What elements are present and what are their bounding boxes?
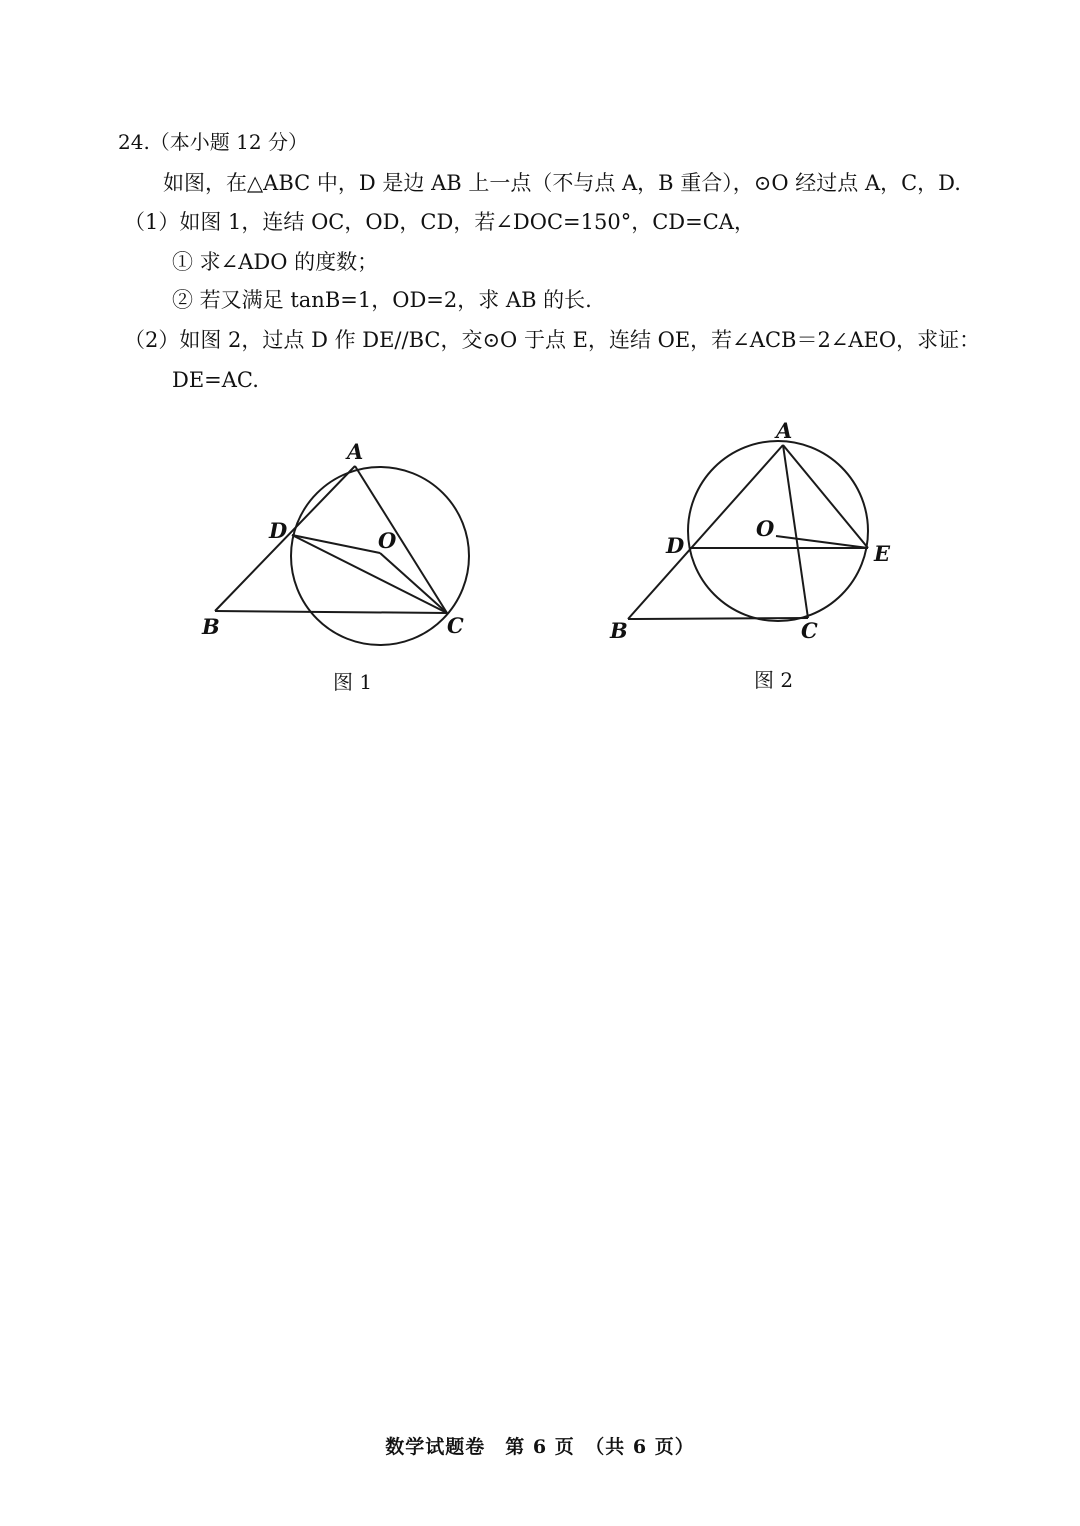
figure-1-caption: 图 1 (333, 670, 373, 694)
figure-1 (195, 435, 495, 655)
segment-do (292, 535, 380, 553)
label-b: B (610, 618, 628, 643)
circle-o (291, 467, 469, 645)
segment-oe (776, 536, 868, 548)
label-o: O (756, 516, 775, 541)
label-o: O (378, 528, 397, 553)
circle-o (688, 441, 868, 621)
label-c: C (801, 618, 818, 643)
problem-intro: 如图，在△ABC 中，D 是边 AB 上一点（不与点 A，B 重合），⊙O 经过点 A，C，D. (163, 171, 961, 195)
label-e: E (874, 541, 891, 566)
part2-stem: （2）如图 2，过点 D 作 DE//BC，交⊙O 于点 E，连结 OE，若∠ACB＝2∠AEO，求证： (124, 328, 981, 352)
segment-oc (380, 553, 447, 613)
label-d: D (666, 533, 685, 558)
label-c: C (447, 613, 464, 638)
part2-conclusion: DE=AC. (172, 368, 259, 392)
figure-2-caption: 图 2 (754, 668, 794, 692)
label-b: B (202, 614, 220, 639)
part1-question-1: ① 求∠ADO 的度数； (172, 250, 379, 274)
part1-question-2: ② 若又满足 tanB=1，OD=2，求 AB 的长. (172, 288, 592, 312)
segment-bc (215, 611, 447, 613)
segment-bc (628, 618, 808, 619)
figure-2 (600, 412, 900, 652)
problem-heading: 24.（本小题 12 分） (118, 130, 308, 154)
page-footer: 数学试题卷 第 6 页 （共 6 页） (385, 1436, 695, 1458)
label-d: D (269, 518, 288, 543)
part1-stem: （1）如图 1，连结 OC，OD，CD，若∠DOC=150°，CD=CA， (124, 210, 755, 234)
label-a: A (776, 418, 793, 443)
label-a: A (347, 439, 364, 464)
